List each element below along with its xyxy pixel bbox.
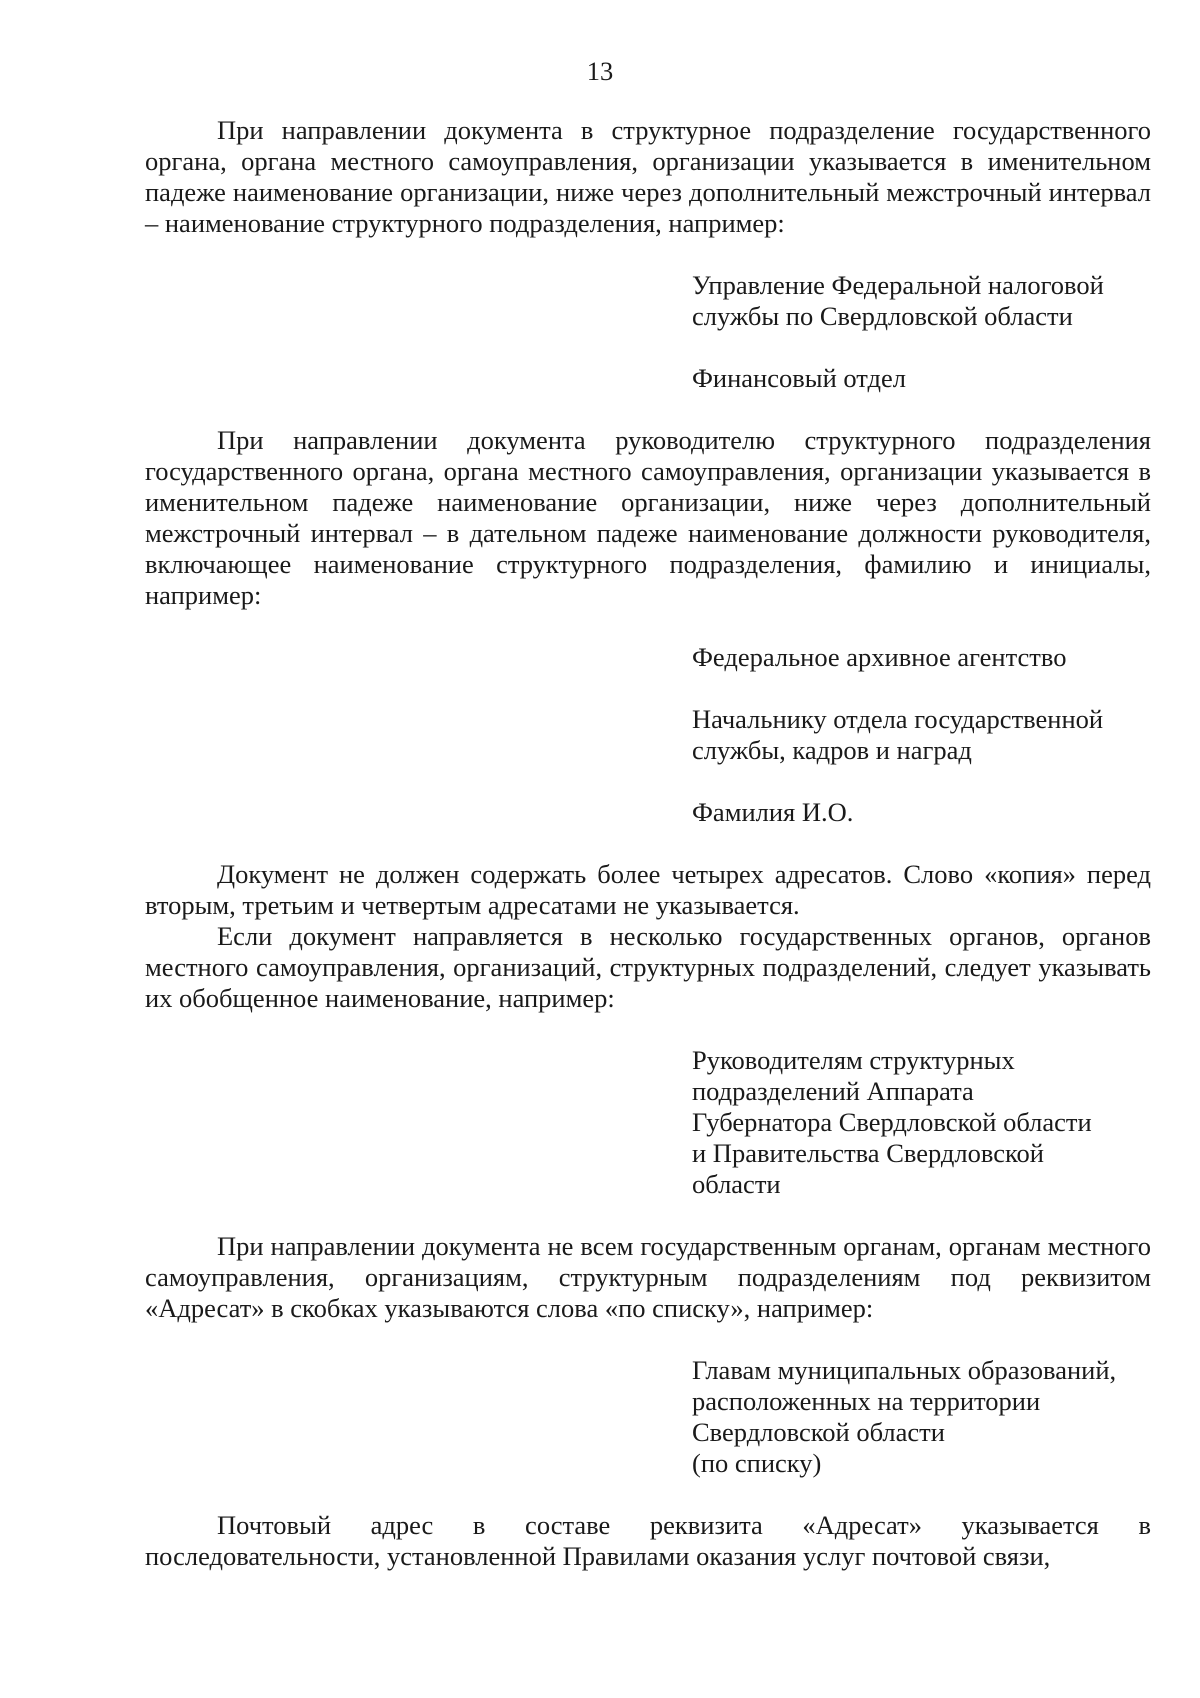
page-number: 13 (586, 56, 614, 86)
addressee-line: Фамилия И.О. (692, 797, 854, 827)
addressee-line: службы по Свердловской области (692, 301, 1073, 331)
addressee-line: подразделений Аппарата (692, 1076, 974, 1106)
paragraph-max-addressees: Документ не должен содержать более четырех адресатов. Слово «копия» перед вторым, третьим и четвертым адресатами не указывается. (145, 859, 1151, 920)
addressee-line: Руководителям структурных (692, 1045, 1015, 1075)
addressee-line: области (692, 1169, 781, 1199)
addressee-position (692, 704, 1162, 766)
addressee-department (692, 363, 1162, 394)
paragraph-by-list: При направлении документа не всем государственным органам, органам местного самоуправления, организациям, структурным подразделениям под реквизитом «Адресат» в скобках указываются слова «по списку», например: (145, 1231, 1151, 1323)
addressee-line: Управление Федеральной налоговой (692, 270, 1104, 300)
addressee-example-3 (692, 1045, 1162, 1200)
addressee-line: Главам муниципальных образований, (692, 1355, 1117, 1385)
addressee-line: (по списку) (692, 1448, 822, 1478)
addressee-organization (692, 642, 1162, 673)
addressee-example-4 (692, 1355, 1162, 1479)
addressee-line: Губернатора Свердловской области (692, 1107, 1092, 1137)
paragraph-generalized-name: Если документ направляется в несколько государственных органов, органов местного самоуправления, организаций, структурных подразделений, следует указывать их обобщенное наименование, например: (145, 921, 1151, 1013)
addressee-example-2 (692, 642, 1162, 828)
addressee-line: Свердловской области (692, 1417, 945, 1447)
paragraph-unit-head: При направлении документа руководителю структурного подразделения государственного органа, органа местного самоуправления, организации указывается в именительном падеже наименование организации, ниже через дополнительный межстрочный интервал – в дательном падеже наименование должности руководителя, включающее наименование структурного подразделения, фамилию и инициалы, например: (145, 425, 1151, 610)
addressee-line: расположенных на территории (692, 1386, 1041, 1416)
paragraph-postal-address: Почтовый адрес в составе реквизита «Адресат» указывается в последовательности, установленной Правилами оказания услуг почтовой связи, (145, 1510, 1151, 1571)
addressee-organization (692, 270, 1162, 332)
addressee-name (692, 797, 1162, 828)
addressee-line: и Правительства Свердловской (692, 1138, 1044, 1168)
paragraph-structural-unit: При направлении документа в структурное подразделение государственного органа, органа местного самоуправления, организации указывается в именительном падеже наименование организации, ниже через дополнительный межстрочный интервал – наименование структурного подразделения, например: (145, 115, 1151, 238)
addressee-line: Федеральное архивное агентство (692, 642, 1067, 672)
addressee-line: Начальнику отдела государственной (692, 704, 1104, 734)
addressee-line: службы, кадров и наград (692, 735, 972, 765)
addressee-example-1 (692, 270, 1162, 394)
document-body (145, 115, 1151, 1572)
addressee-line: Финансовый отдел (692, 363, 906, 393)
